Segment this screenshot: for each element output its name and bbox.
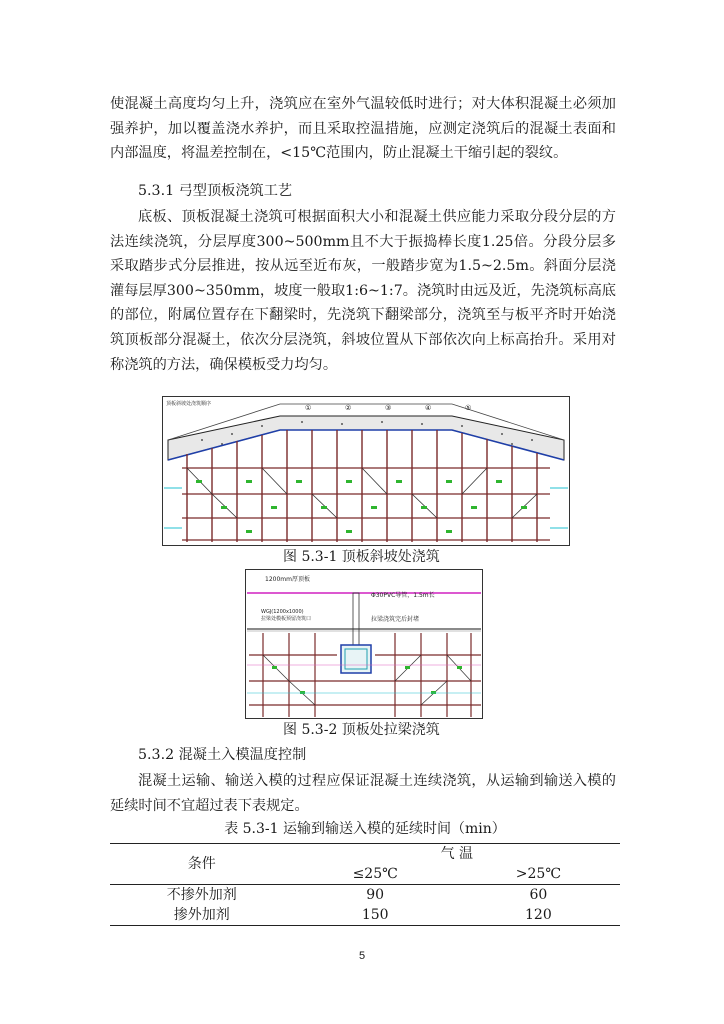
table-caption: 表 5.3-1 运输到输送入模的延续时间（min） xyxy=(224,821,506,837)
paragraph-pouring-process: 底板、顶板混凝土浇筑可根据面积大小和混凝土供应能力采取分段分层的方法连续浇筑，分层厚度300~500mm且不大于振捣棒长度1.25倍。分段分层多采取踏步式分层推进，按从远至近布灰，一般踏步宽为1.5~2.5m。斜面分层浇灌每层厚300~350mm，坡度一般取1:6~1:7。浇筑时由远及近，先浇筑标高底的部位，附属位置存在下翻梁时，先浇筑下翻梁部分，浇筑至与板平齐时开始浇筑顶板部分混凝土，依次分层浇筑，斜坡位置从下部依次向上标高抬升。采用对称浇筑的方法，确保模板受力均匀。 xyxy=(110,209,616,373)
table-cell-low: 150 xyxy=(361,907,389,923)
delay-time-table xyxy=(110,843,620,926)
header-condition: 条件 xyxy=(187,856,216,872)
paragraph-transport: 混凝土运输、输送入模的过程应保证混凝土连续浇筑，从运输到输送入模的延续时间不宜超过表下表规定。 xyxy=(110,773,616,814)
fig1-note: 顶板斜坡处浇筑顺序 xyxy=(166,401,212,407)
table-cell-condition: 掺外加剂 xyxy=(173,907,230,923)
marker-4: ④ xyxy=(425,404,432,412)
table-cell-high: 60 xyxy=(529,887,548,903)
header-temp-low: ≤25℃ xyxy=(352,866,398,882)
fig2-label-opening: 拉梁处模板预留浇筑口 xyxy=(261,616,312,622)
fig2-label-wgj: WGJ(1200x1000) xyxy=(261,609,304,615)
header-temperature: 气 温 xyxy=(440,846,474,862)
marker-2: ② xyxy=(345,404,352,412)
paragraph-continuation: 使混凝土高度均匀上升，浇筑应在室外气温较低时进行；对大体积混凝土必须加强养护，加以覆盖浇水养护，而且采取控温措施，应测定浇筑后的混凝土表面和内部温度，将温差控制在，<15℃范围内，防止混凝土干缩引起的裂纹。 xyxy=(110,96,616,162)
table-cell-high: 120 xyxy=(525,907,552,923)
roof-tie-beam-pouring-drawing xyxy=(245,569,483,719)
figure-caption-5-3-1: 图 5.3-1 顶板斜坡处浇筑 xyxy=(283,549,440,565)
marker-3: ③ xyxy=(385,404,392,412)
section-heading-5-3-2: 5.3.2 混凝土入模温度控制 xyxy=(138,747,307,763)
marker-5: ⑤ xyxy=(465,404,472,412)
fig2-label-pipe: Φ30PVC导管，1.5m长 xyxy=(371,592,435,599)
marker-1: ① xyxy=(305,404,312,412)
table-cell-low: 90 xyxy=(366,887,385,903)
fig2-label-slab: 1200mm厚顶板 xyxy=(265,576,310,583)
section-heading-5-3-1: 5.3.1 弓型顶板浇筑工艺 xyxy=(138,183,293,199)
roof-slope-pouring-drawing xyxy=(162,396,570,546)
header-temp-high: >25℃ xyxy=(515,866,561,882)
fig2-label-seal: 拉梁浇筑完后封堵 xyxy=(371,616,420,623)
table-cell-condition: 不掺外加剂 xyxy=(166,887,237,903)
figure-caption-5-3-2: 图 5.3-2 顶板处拉梁浇筑 xyxy=(283,722,440,738)
page-number: 5 xyxy=(358,950,366,962)
